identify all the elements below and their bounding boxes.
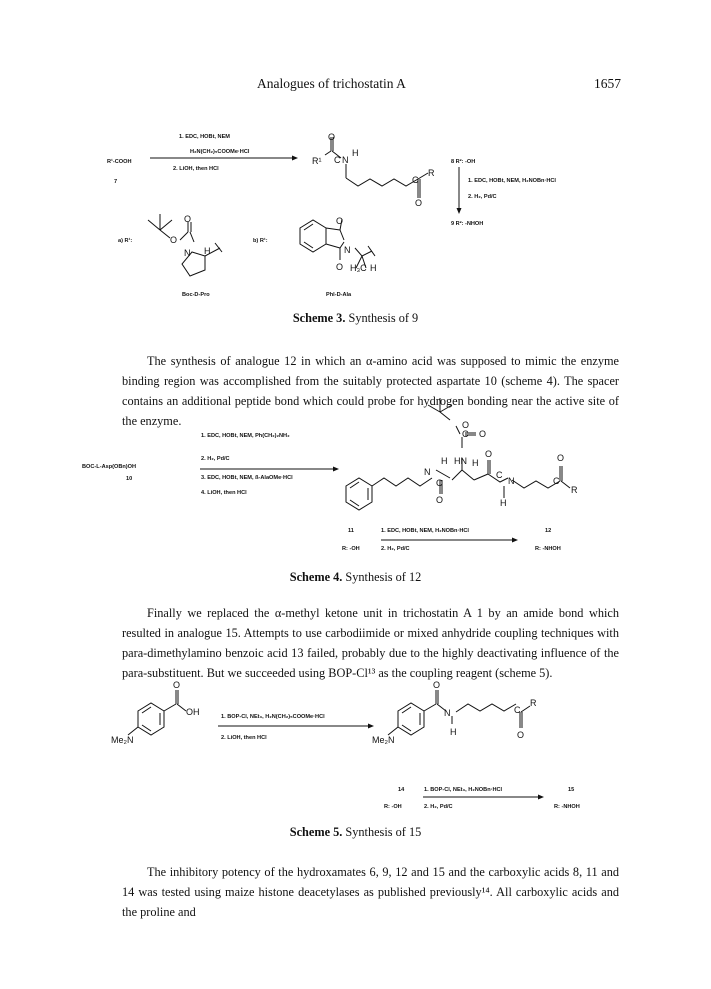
scheme4-r-12: R: -NHOH xyxy=(535,546,561,552)
scheme-3-caption: Scheme 3. Synthesis of 9 xyxy=(292,311,419,325)
svg-text:N: N xyxy=(342,155,349,165)
svg-text:O: O xyxy=(479,429,487,439)
paragraph-1: The synthesis of analogue 12 in which an α-amino acid was supposed to mimic the enzyme binding region was accomplished from the suitably protected aspartate 10 (scheme 4). The spacer contains an additional peptide bond which could probe for hydrogen bonding near the active site of the enzyme. xyxy=(122,354,619,428)
scheme4-compound-11: 11 xyxy=(348,528,354,534)
svg-text:N: N xyxy=(344,245,351,255)
scheme3-cond3: 2. LiOH, then HCl xyxy=(173,166,219,172)
svg-text:O: O xyxy=(433,680,441,690)
scheme-5-caption: Scheme 5. Synthesis of 15 xyxy=(289,825,422,839)
svg-text:Me₂N: Me₂N xyxy=(372,735,395,745)
scheme4-reactant-number: 10 xyxy=(126,476,133,482)
svg-text:N: N xyxy=(424,467,431,477)
scheme3-compound-8: 8 R²: -OH xyxy=(451,159,476,165)
svg-text:O: O xyxy=(415,198,423,208)
svg-text:O: O xyxy=(170,235,178,245)
scheme4-cond2: 2. H₂, Pd/C xyxy=(201,456,230,462)
svg-text:N: N xyxy=(184,248,191,258)
svg-text:O: O xyxy=(336,262,344,272)
scheme3-cond-b1: 1. EDC, HOBt, NEM, H₂NOBn·HCl xyxy=(468,178,556,184)
scheme4-b2: 2. H₂, Pd/C xyxy=(381,546,410,552)
scheme4-cond1: 1. EDC, HOBt, NEM, Ph(CH₂)₂NH₂ xyxy=(201,433,290,439)
svg-text:H: H xyxy=(352,148,359,158)
scheme3-cond2: H₂N(CH₂)₅COOMe·HCl xyxy=(190,149,250,155)
svg-text:H: H xyxy=(204,246,211,256)
scheme3-label-a: a) R¹: xyxy=(118,238,133,244)
scheme4-r-11: R: -OH xyxy=(342,546,360,552)
scheme3-reactant: R¹-COOH xyxy=(107,159,132,165)
scheme5-b2: 2. H₂, Pd/C xyxy=(424,804,453,810)
scheme4-cond3: 3. EDC, HOBt, NEM, ß-AlaOMe·HCl xyxy=(201,475,293,481)
svg-text:O: O xyxy=(517,730,525,740)
svg-text:C: C xyxy=(514,705,521,715)
scheme5-compound-15: 15 xyxy=(568,787,575,793)
svg-text:R: R xyxy=(428,168,435,178)
paragraph-3: The inhibitory potency of the hydroxamates 6, 9, 12 and 15 and the carboxylic acids 8, 11 and 14 was tested using maize histone deacetylases as published previously¹⁴. All carboxylic acids and the proline and xyxy=(122,865,619,919)
svg-text:O: O xyxy=(436,495,444,505)
svg-text:O: O xyxy=(485,449,493,459)
running-title: Analogues of trichostatin A xyxy=(257,76,406,91)
scheme5-cond1: 1. BOP-Cl, NEt₃, H₂N(CH₂)₅COOMe·HCl xyxy=(221,714,325,720)
svg-text:C: C xyxy=(412,175,419,185)
scheme5-cond2: 2. LiOH, then HCl xyxy=(221,735,267,741)
svg-text:C: C xyxy=(496,470,503,480)
scheme5-compound-14: 14 xyxy=(398,787,405,793)
scheme5-b1: 1. BOP-Cl, NEt₃, H₂NOBn·HCl xyxy=(424,787,503,793)
scheme3-boc-pro-label: Boc-D-Pro xyxy=(182,292,210,298)
svg-text:N: N xyxy=(508,476,515,486)
svg-text:H: H xyxy=(370,263,377,273)
scheme3-phl-ala-label: Phl-D-Ala xyxy=(326,292,352,298)
paragraph-2: Finally we replaced the α-methyl ketone unit in trichostatin A 1 by an amide bond which resulted in analogue 15. Attempts to use carbodiimide or mixed anhydride coupling techniques with para-dimethylamino benzoic acid 13 failed, probably due to the highly deactivating influence of the para-substituent. But we succeeded using BOP-Cl¹³ as the coupling reagent (scheme 5). xyxy=(122,606,619,680)
svg-text:N: N xyxy=(444,708,451,718)
scheme3-cond1: 1. EDC, HOBt, NEM xyxy=(179,134,230,140)
scheme3-label-b: b) R¹: xyxy=(253,238,268,244)
svg-text:Me₂N: Me₂N xyxy=(111,735,134,745)
scheme3-reactant-number: 7 xyxy=(114,179,118,185)
scheme5-r-15: R: -NHOH xyxy=(554,804,580,810)
scheme4-b1: 1. EDC, HOBt, NEM, H₂NOBn·HCl xyxy=(381,528,469,534)
scheme3-arrowhead xyxy=(292,156,298,161)
page-number: 1657 xyxy=(594,76,621,91)
svg-text:R: R xyxy=(530,698,537,708)
scheme3-cond-b2: 2. H₂, Pd/C xyxy=(468,194,497,200)
scheme4-compound-12: 12 xyxy=(545,528,552,534)
svg-text:H: H xyxy=(472,458,479,468)
scheme4-reactant: BOC-L-Asp(OBn)OH xyxy=(82,464,137,470)
svg-text:HN: HN xyxy=(454,456,467,466)
svg-text:O: O xyxy=(462,420,470,430)
svg-text:OH: OH xyxy=(186,707,200,717)
svg-text:O: O xyxy=(173,680,181,690)
svg-text:R¹: R¹ xyxy=(312,156,322,166)
svg-text:C: C xyxy=(462,429,469,439)
scheme3-compound-9: 9 R²: -NHOH xyxy=(451,221,484,227)
svg-text:O: O xyxy=(184,214,192,224)
svg-text:C: C xyxy=(334,155,341,165)
scheme5-r-14: R: -OH xyxy=(384,804,402,810)
svg-text:H₃C: H₃C xyxy=(350,263,367,273)
svg-text:C: C xyxy=(553,476,560,486)
svg-text:H: H xyxy=(441,456,448,466)
scheme4-cond4: 4. LiOH, then HCl xyxy=(201,490,247,496)
svg-text:O: O xyxy=(328,132,336,142)
svg-text:R: R xyxy=(571,485,578,495)
svg-text:H: H xyxy=(500,498,507,508)
svg-text:C: C xyxy=(436,478,443,488)
scheme-4-caption: Scheme 4. Synthesis of 12 xyxy=(289,570,422,584)
svg-text:H: H xyxy=(450,727,457,737)
svg-text:O: O xyxy=(336,216,344,226)
svg-text:O: O xyxy=(557,453,565,463)
